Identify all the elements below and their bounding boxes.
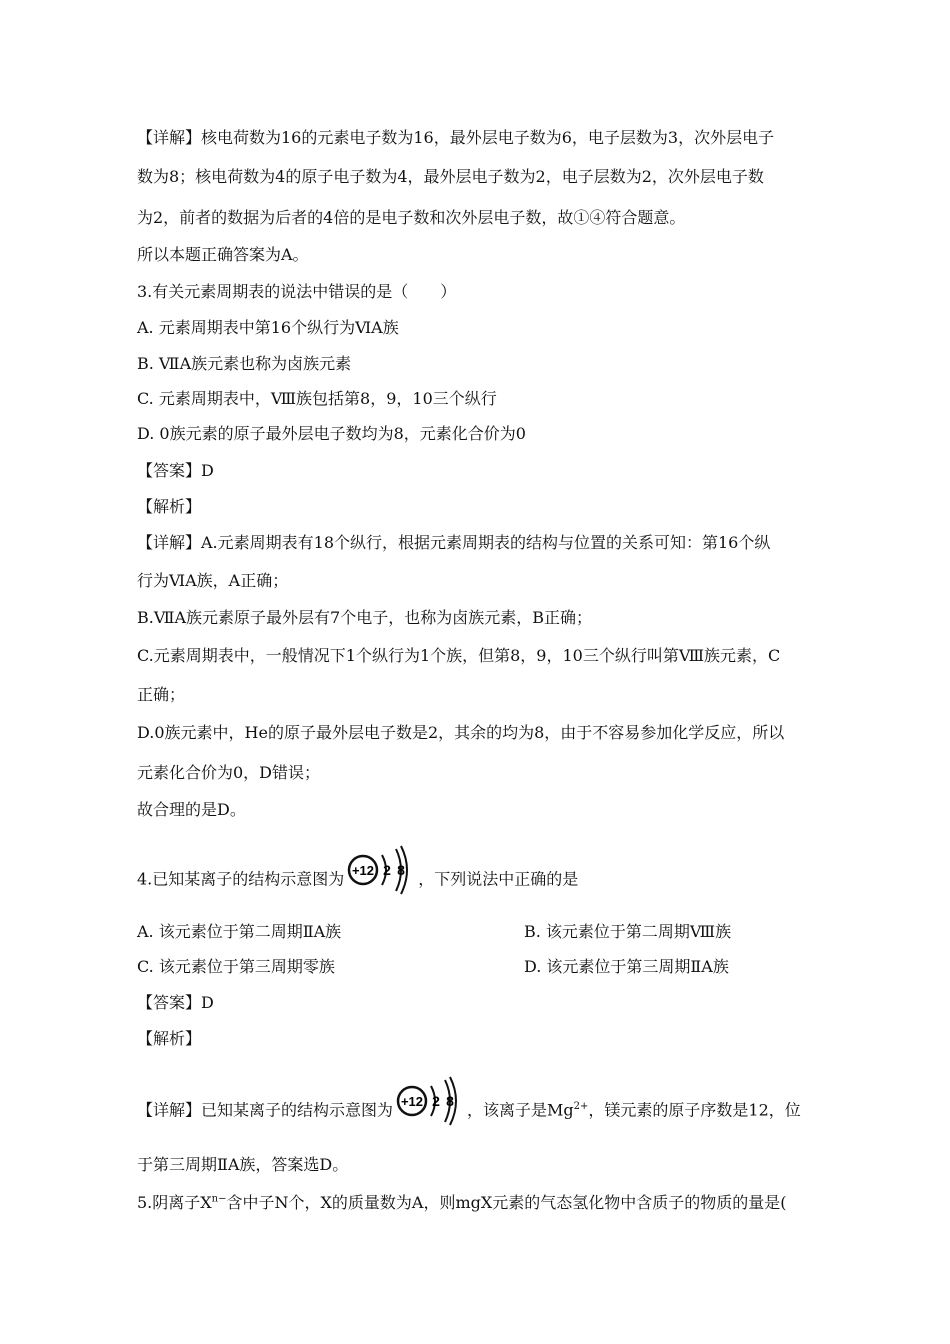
explanation-text-post: ，镁元素的原子序数是12，位 xyxy=(588,1100,801,1120)
question-5-text-pre: 5.阴离子X xyxy=(137,1193,212,1212)
explanation-line: B.ⅦA族元素原子最外层有7个电子，也称为卤族元素，B正确； xyxy=(137,608,592,627)
answer-label: 【答案】D xyxy=(137,461,214,480)
question-4-option-d: D. 该元素位于第三周期ⅡA族 xyxy=(524,957,729,976)
explanation-line: 数为8；核电荷数为4的原子电子数为4，最外层电子数为2，电子层数为2，次外层电子数 xyxy=(137,167,764,186)
question-4-text-pre: 4.已知某离子的结构示意图为 xyxy=(137,869,345,889)
question-4-stem xyxy=(137,845,827,895)
explanation-line: 正确； xyxy=(137,685,186,704)
explanation-line xyxy=(137,1076,827,1126)
explanation-text-mid: ，该离子是Mg xyxy=(467,1100,574,1120)
question-3-option-d: D. 0族元素的原子最外层电子数均为8，元素化合价为0 xyxy=(137,424,526,443)
analysis-label: 【解析】 xyxy=(137,1029,202,1048)
explanation-line: C.元素周期表中，一般情况下1个纵行为1个族，但第8，9，10三个纵行叫第Ⅷ族元素，C xyxy=(137,646,781,665)
shell-1-electrons: 2 xyxy=(383,862,392,878)
question-4-option-a: A. 该元素位于第二周期ⅡA族 xyxy=(137,922,342,941)
explanation-text-pre: 【详解】已知某离子的结构示意图为 xyxy=(137,1100,394,1120)
explanation-line: D.0族元素中，He的原子最外层电子数是2，其余的均为8，由于不容易参加化学反应，所以 xyxy=(137,723,785,742)
explanation-line: 为2，前者的数据为后者的4倍的是电子数和次外层电子数，故①④符合题意。 xyxy=(137,208,686,227)
ion-structure-diagram xyxy=(395,1076,465,1146)
explanation-line: 【详解】核电荷数为16的元素电子数为16，最外层电子数为6，电子层数为3，次外层电子 xyxy=(137,128,775,147)
question-3-stem: 3.有关元素周期表的说法中错误的是（ ） xyxy=(137,282,457,301)
question-3-option-a: A. 元素周期表中第16个纵行为ⅥA族 xyxy=(137,318,399,337)
analysis-label: 【解析】 xyxy=(137,497,202,516)
shell-2-electrons: 8 xyxy=(397,862,406,878)
question-3-option-b: B. ⅦA族元素也称为卤族元素 xyxy=(137,354,352,373)
shell-2-electrons: 8 xyxy=(446,1093,454,1109)
shell-1-electrons: 2 xyxy=(432,1093,440,1109)
question-4-option-c: C. 该元素位于第三周期零族 xyxy=(137,957,335,976)
explanation-line: 于第三周期ⅡA族，答案选D。 xyxy=(137,1155,349,1174)
charge-superscript: 2+ xyxy=(573,1101,589,1113)
question-5-text-post: 含中子N个，X的质量数为A，则mgX元素的气态氢化物中含质子的物质的量是( xyxy=(226,1193,787,1212)
answer-label: 【答案】D xyxy=(137,993,214,1012)
explanation-line: 行为ⅥA族，A正确； xyxy=(137,571,289,590)
charge-superscript: n− xyxy=(211,1193,227,1205)
ion-structure-diagram xyxy=(346,845,416,915)
question-4-text-post: ，下列说法中正确的是 xyxy=(418,869,579,889)
conclusion-line: 所以本题正确答案为A。 xyxy=(137,245,309,264)
nucleus-charge: +12 xyxy=(352,863,375,878)
explanation-line: 【详解】A.元素周期表有18个纵行，根据元素周期表的结构与位置的关系可知：第16个纵 xyxy=(137,533,771,552)
question-4-option-b: B. 该元素位于第二周期Ⅷ族 xyxy=(524,922,732,941)
explanation-line: 故合理的是D。 xyxy=(137,800,246,819)
question-3-option-c: C. 元素周期表中，Ⅷ族包括第8，9，10三个纵行 xyxy=(137,389,497,408)
nucleus-charge: +12 xyxy=(400,1094,424,1109)
question-5-stem xyxy=(137,1192,827,1214)
explanation-line: 元素化合价为0，D错误； xyxy=(137,763,321,782)
